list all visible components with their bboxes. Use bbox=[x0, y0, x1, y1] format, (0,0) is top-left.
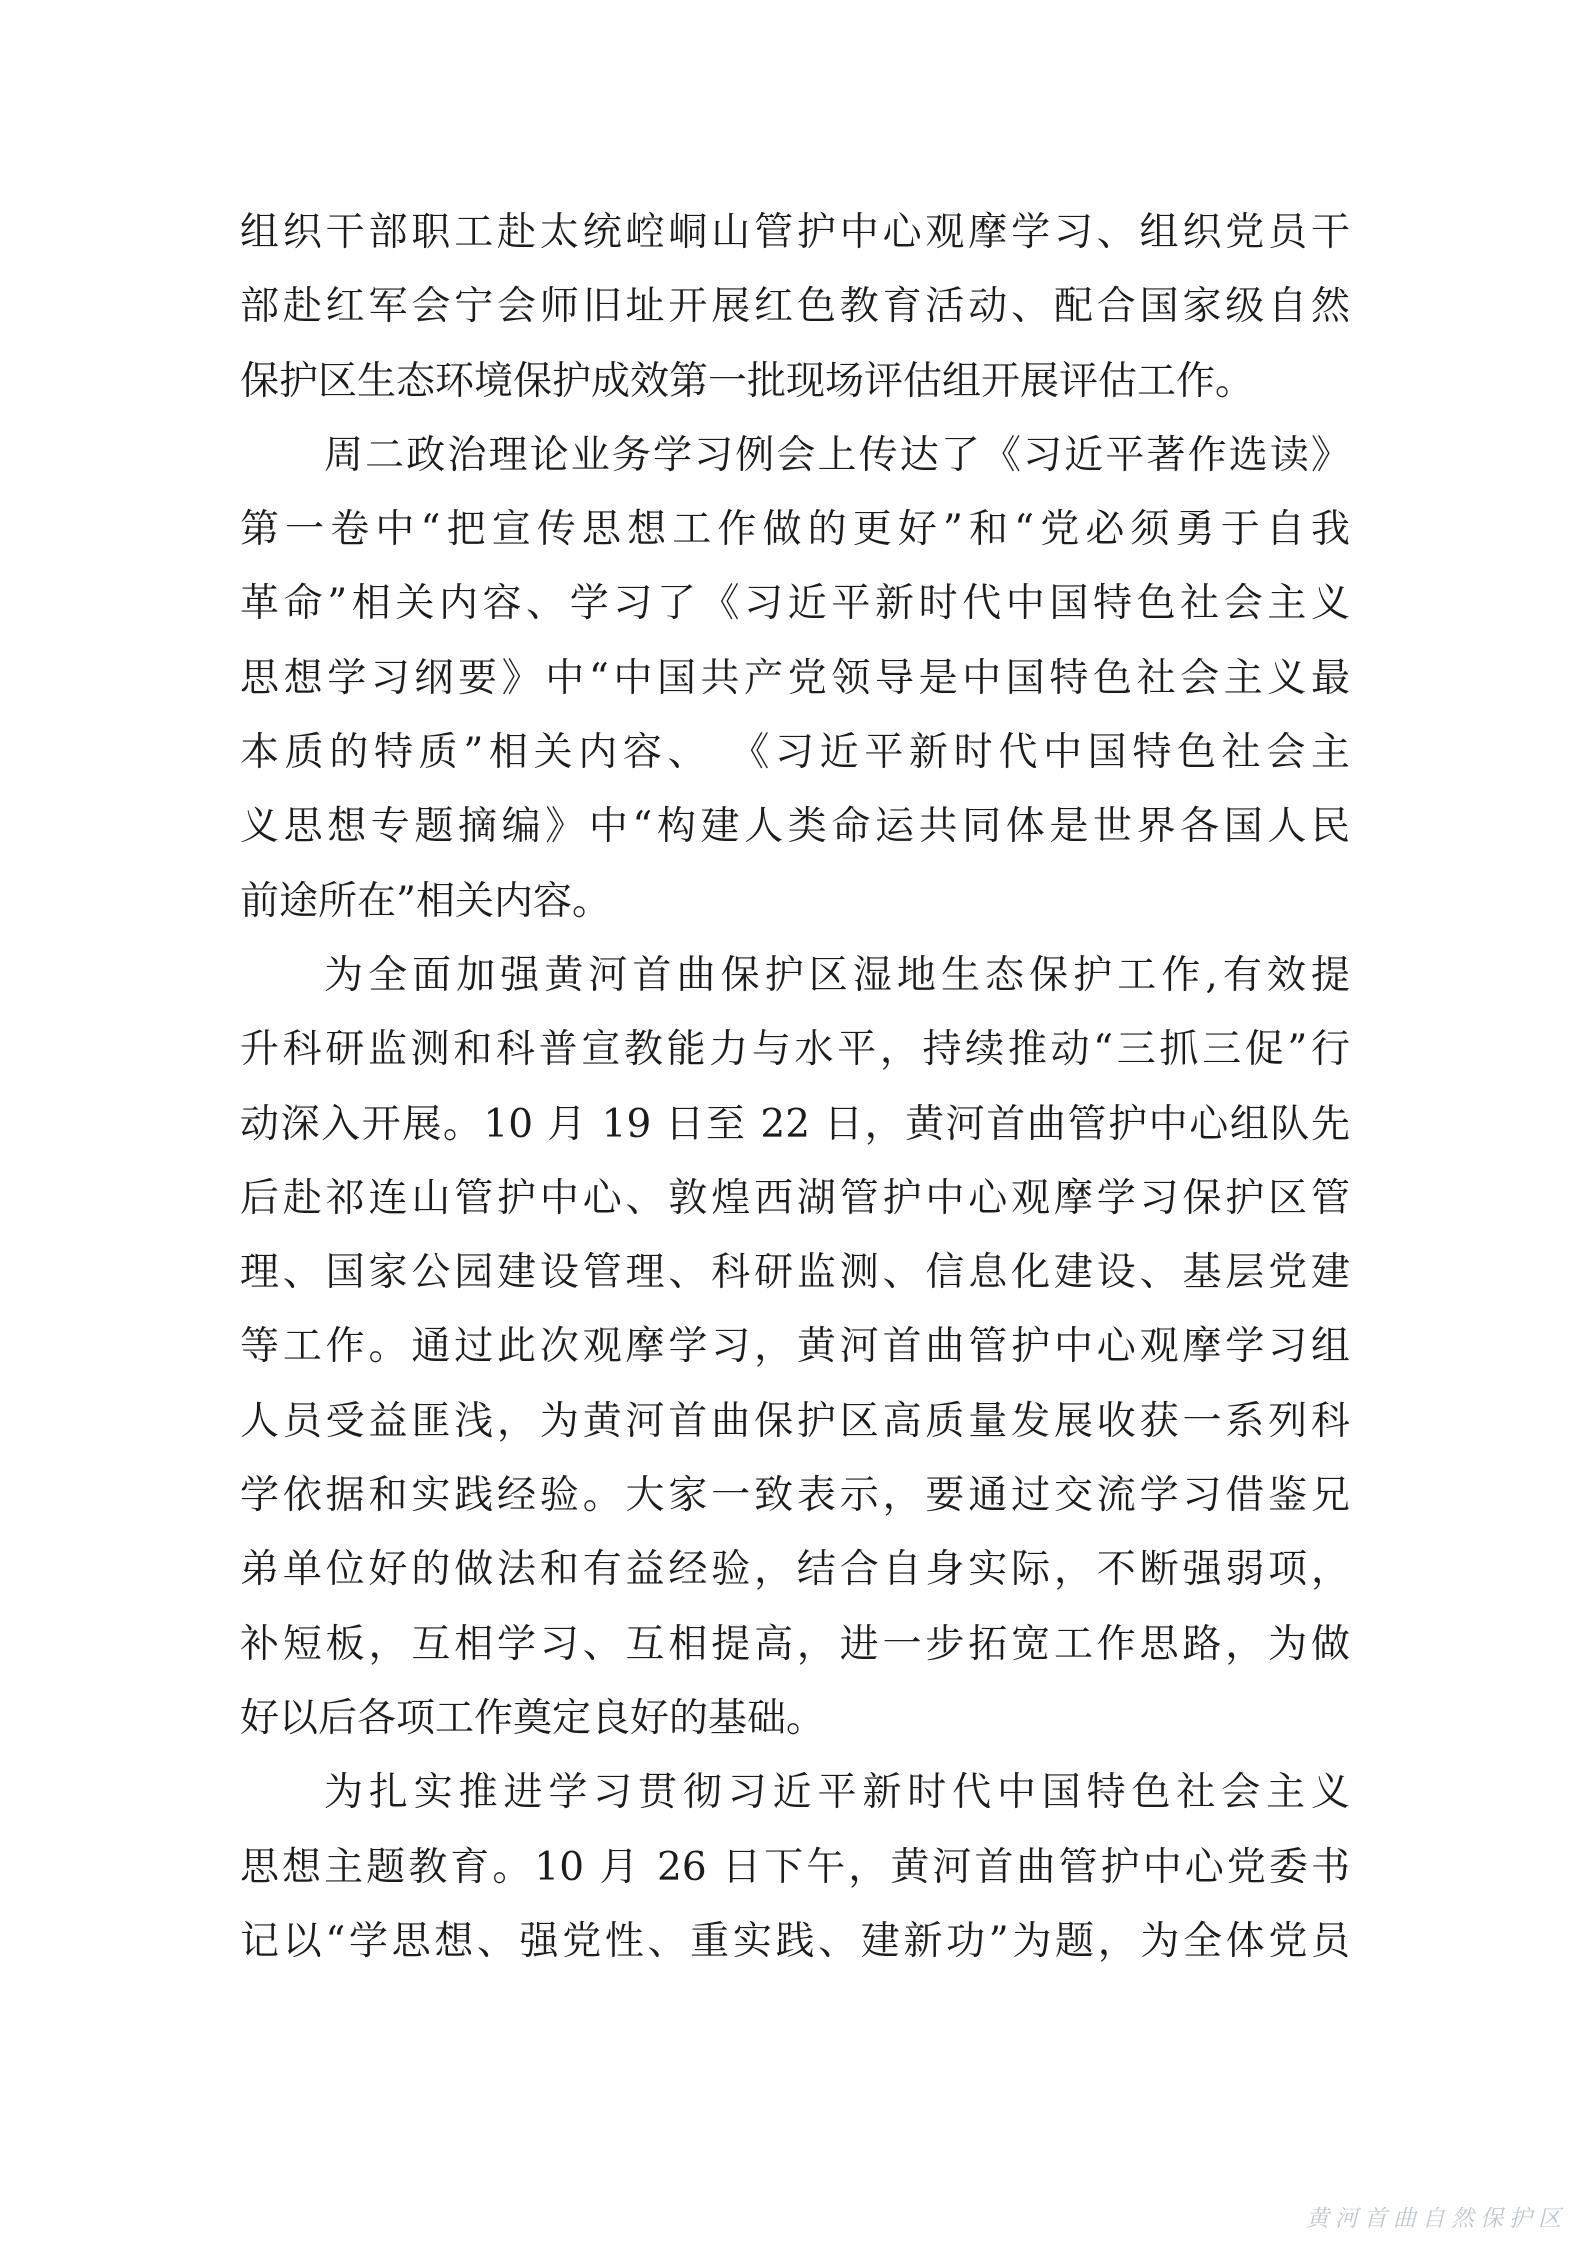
paragraph-first-line: 为扎实推进学习贯彻习近平新时代中国特色社会主义 bbox=[324, 1770, 1350, 1816]
text-line: 理、国家公园建设管理、科研监测、信息化建设、基层党建 bbox=[240, 1250, 1350, 1296]
text-line: 学依据和实践经验。大家一致表示，要通过交流学习借鉴兄 bbox=[240, 1473, 1350, 1519]
text-line: 保护区生态环境保护成效第一批现场评估组开展评估工作。 bbox=[240, 358, 1255, 404]
body-text bbox=[240, 196, 1350, 1979]
text-line: 思想学习纲要》中“中国共产党领导是中国特色社会主义最 bbox=[240, 655, 1350, 701]
text-line: 革命”相关内容、学习了《习近平新时代中国特色社会主义 bbox=[240, 581, 1350, 627]
text-line: 弟单位好的做法和有益经验，结合自身实际，不断强弱项， bbox=[240, 1547, 1350, 1593]
text-line: 动深入开展。10 月 19 日至 22 日，黄河首曲管护中心组队先 bbox=[240, 1101, 1350, 1147]
text-line: 部赴红军会宁会师旧址开展红色教育活动、配合国家级自然 bbox=[240, 284, 1350, 330]
text-line: 记以“学思想、强党性、重实践、建新功”为题，为全体党员 bbox=[240, 1918, 1350, 1964]
watermark: 黄河首曲自然保护区 bbox=[1306, 2206, 1567, 2232]
text-line: 本质的特质”相关内容、 《习近平新时代中国特色社会主 bbox=[240, 730, 1350, 776]
text-line: 思想主题教育。10 月 26 日下午，黄河首曲管护中心党委书 bbox=[240, 1844, 1350, 1890]
text-line: 等工作。通过此次观摩学习，黄河首曲管护中心观摩学习组 bbox=[240, 1324, 1350, 1370]
text-line: 义思想专题摘编》中“构建人类命运共同体是世界各国人民 bbox=[240, 804, 1350, 850]
text-line: 升科研监测和科普宣教能力与水平，持续推动“三抓三促”行 bbox=[240, 1027, 1350, 1073]
text-line: 补短板，互相学习、互相提高，进一步拓宽工作思路，为做 bbox=[240, 1621, 1350, 1667]
paragraph-first-line: 为全面加强黄河首曲保护区湿地生态保护工作,有效提 bbox=[324, 952, 1350, 998]
text-line: 组织干部职工赴太统崆峒山管护中心观摩学习、组织党员干 bbox=[240, 210, 1350, 255]
text-line: 前途所在”相关内容。 bbox=[240, 878, 611, 924]
text-line: 第一卷中“把宣传思想工作做的更好”和“党必须勇于自我 bbox=[240, 507, 1350, 553]
text-line: 人员受益匪浅，为黄河首曲保护区高质量发展收获一系列科 bbox=[240, 1398, 1350, 1444]
text-line: 后赴祁连山管护中心、敦煌西湖管护中心观摩学习保护区管 bbox=[240, 1175, 1350, 1221]
paragraph-first-line: 周二政治理论业务学习例会上传达了《习近平著作选读》 bbox=[324, 432, 1350, 478]
text-line: 好以后各项工作奠定良好的基础。 bbox=[240, 1695, 826, 1741]
